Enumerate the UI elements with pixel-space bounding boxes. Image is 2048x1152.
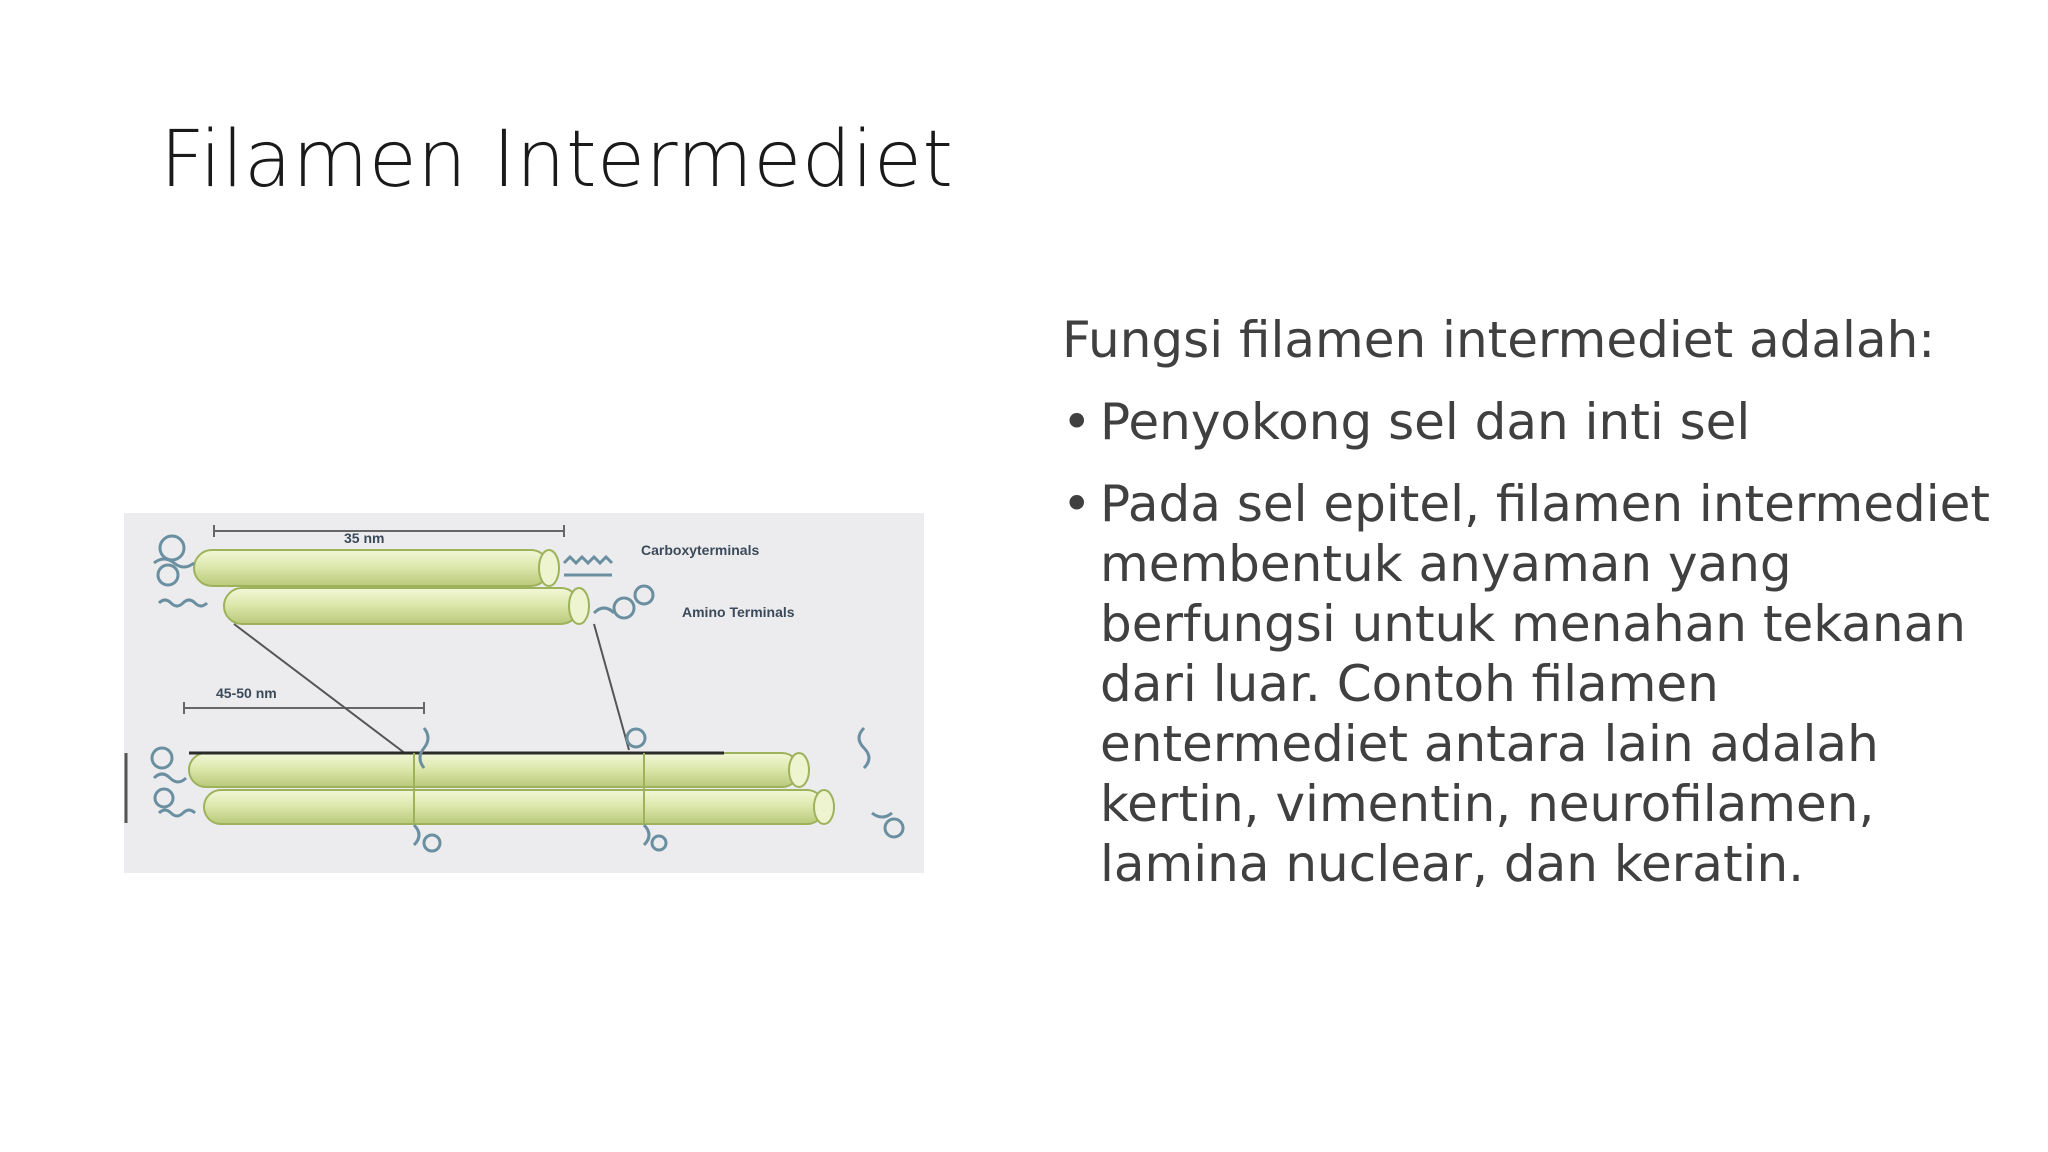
slide-title: Filamen Intermediet bbox=[160, 115, 954, 205]
bullet-list bbox=[1062, 392, 2002, 894]
label-carboxy: Carboxyterminals bbox=[641, 542, 760, 558]
bullet-item bbox=[1062, 392, 2002, 452]
label-45-50nm: 45-50 nm bbox=[216, 685, 277, 701]
bullet-dot: • bbox=[1062, 393, 1092, 451]
bullet-text: Penyokong sel dan inti sel bbox=[1100, 393, 1751, 451]
tetramer-bottom bbox=[189, 753, 834, 824]
label-amino: Amino Terminals bbox=[682, 604, 795, 620]
label-35nm: 35 nm bbox=[344, 530, 385, 546]
carboxy-terminal-zigzag bbox=[564, 557, 612, 563]
intermediate-filament-diagram bbox=[124, 513, 924, 873]
bullet-item bbox=[1062, 474, 2002, 894]
rod-bottom-upper bbox=[189, 753, 799, 787]
dimension-line-bottom bbox=[184, 702, 424, 714]
bullet-text: Pada sel epitel, filamen intermediet membentuk anyaman yang berfungsi untuk menahan tekanan dari luar. Contoh filamen entermediet antara lain adalah kertin, vimentin, neurofilamen, lamina nuclear, dan keratin. bbox=[1100, 475, 1991, 893]
assembly-connector-lines bbox=[234, 624, 629, 754]
intro-text: Fungsi filamen intermediet adalah: bbox=[1062, 311, 1936, 369]
bullet-dot: • bbox=[1062, 475, 1092, 533]
rod-bottom-lower bbox=[204, 790, 824, 824]
dimer-top bbox=[194, 550, 589, 624]
rod-upper bbox=[194, 550, 549, 586]
diagram-svg bbox=[124, 513, 924, 873]
slide-body bbox=[1062, 310, 2002, 916]
rod-lower bbox=[224, 588, 579, 624]
amino-terminal-curls-right bbox=[594, 586, 653, 618]
dimension-line-top bbox=[214, 525, 564, 537]
